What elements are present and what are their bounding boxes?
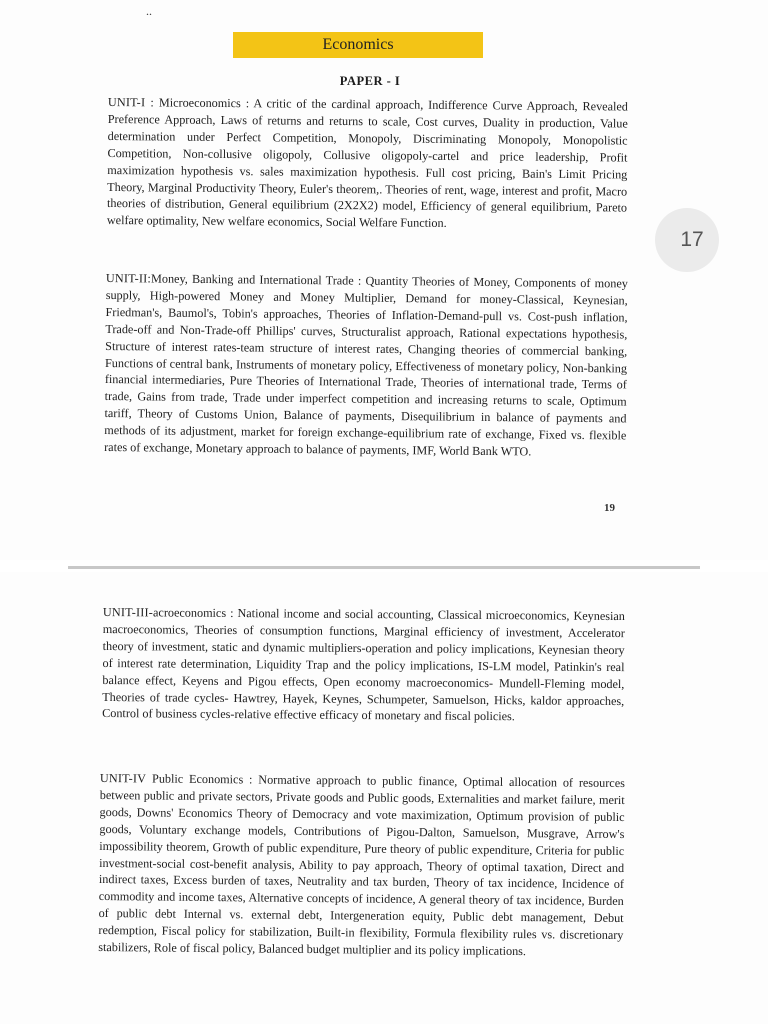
unit-1-text: Microeconomics : A critic of the cardinal approach, Indifference Curve Approach, Revealed Preference Approach, Laws of returns and returns to scale, Cost curves, Duality in production, Value determination under Perfect Competition, Monopoly, Discriminating Monopoly, Monopolistic Competition, Non-collusive oligopoly, Collusive oligopoly-cartel and price leadership, Profit maximization hypothesis vs. sales maximization hypothesis. Full cost pricing, Bain's Limit Pricing Theory, Marginal Productivity Theory, Euler's theorem,. Theories of rent, wage, interest and profit, Macro theories of distribution, General equilibrium (2X2X2) model, Efficiency of general equilibrium, Pareto welfare optimality, New welfare economics, Social Welfare Function.: [106, 95, 628, 231]
unit-2-paragraph: [104, 270, 628, 461]
unit-1-label: UNIT-I :: [107, 94, 155, 110]
unit-3-paragraph: [102, 604, 625, 726]
unit-4-text: Public Economics : Normative approach to public finance, Optimal allocation of resources between public and private sectors, Private goods and Public goods, Externalities and market failure, merit goods, Downs' Economics Theory of Democracy and vote maximization, Optimum provision of public goods, Voluntary exchange models, Contributions of Pigou-Dalton, Samuelson, Musgrave, Arrow's impossibility theorem, Growth of public expenditure, Pure theory of public expenditure, Criteria for public investment-social cost-benefit analysis, Ability to pay approach, Theory of optimal taxation, Direct and indirect taxes, Excess burden of taxes, Neutrality and tax burden, Theory of tax incidence, Incidence of commodity and income taxes, Alternative concepts of incidence, A general theory of tax incidence, Burden of public debt Internal vs. external debt, Intergeneration equity, Public debt management, Debut redemption, Fiscal policy for stabilization, Built-in flexibility, Formula flexibility rules vs. discretionary stabilizers, Role of fiscal policy, Balanced budget multiplier and its policy implications.: [98, 771, 625, 959]
paper-heading: PAPER - I: [339, 74, 401, 88]
unit-2-label: UNIT-II:: [105, 270, 152, 286]
page-number: 19: [604, 502, 615, 514]
unit-3-label: UNIT-III-: [102, 604, 154, 620]
page-count-badge[interactable]: [655, 208, 719, 272]
unit-4-label: UNIT-IV: [99, 770, 147, 786]
unit-4-paragraph: [98, 770, 625, 961]
unit-3-text: acroeconomics : National income and social accounting, Classical microeconomics, Keynesian macroeconomics, Theories of consumption functions, Marginal efficiency of investment, Accelerator theory of investment, static and dynamic multipliers-operation and policy implications, Keynesian theory of interest rate determination, Liquidity Trap and the policy implications, IS-LM model, Patinkin's real balance effect, Keyens and Pigou effects, Open economy macroeconomics- Mundell-Fleming model, Theories of trade cycles- Hawtrey, Hayek, Keynes, Schumpeter, Samuelson, Hicks, kaldor approaches, Control of business cycles-relative effective efficacy of monetary and fiscal policies.: [102, 605, 625, 724]
page-count-badge-label: 17: [680, 228, 704, 251]
subject-title: Economics: [322, 36, 394, 53]
subject-banner: [233, 32, 483, 58]
top-mark: ..: [146, 4, 152, 18]
unit-1-paragraph: [107, 94, 628, 234]
page-divider: [68, 566, 700, 569]
unit-2-text: Money, Banking and International Trade : Quantity Theories of Money, Components of money supply, High-powered Money and Money Multiplier, Demand for money-Classical, Keynesian, Friedman's, Baumol's, Tobin's approaches, Theories of Inflation-Demand-pull vs. Cost-push inflation, Trade-off and Non-Trade-off Phillips' curves, Structuralist approach, Rational expectations hypothesis, Structure of interest rates-team structure of interest rates, Changing theories of commercial banking, Functions of central bank, Instruments of monetary policy, Effectiveness of monetary policy, Non-banking financial intermediaries, Pure Theories of International Trade, Theories of international trade, Terms of trade, Gains from trade, Trade under imperfect competition and increasing returns to scale, Optimum tariff, Theory of Customs Union, Balance of payments, Disequilibrium in balance of payments and methods of its adjustment, market for foreign exchange-equilibrium rate of exchange, Fixed vs. flexible rates of exchange, Monetary approach to balance of payments, IMF, World Bank WTO.: [104, 271, 628, 459]
